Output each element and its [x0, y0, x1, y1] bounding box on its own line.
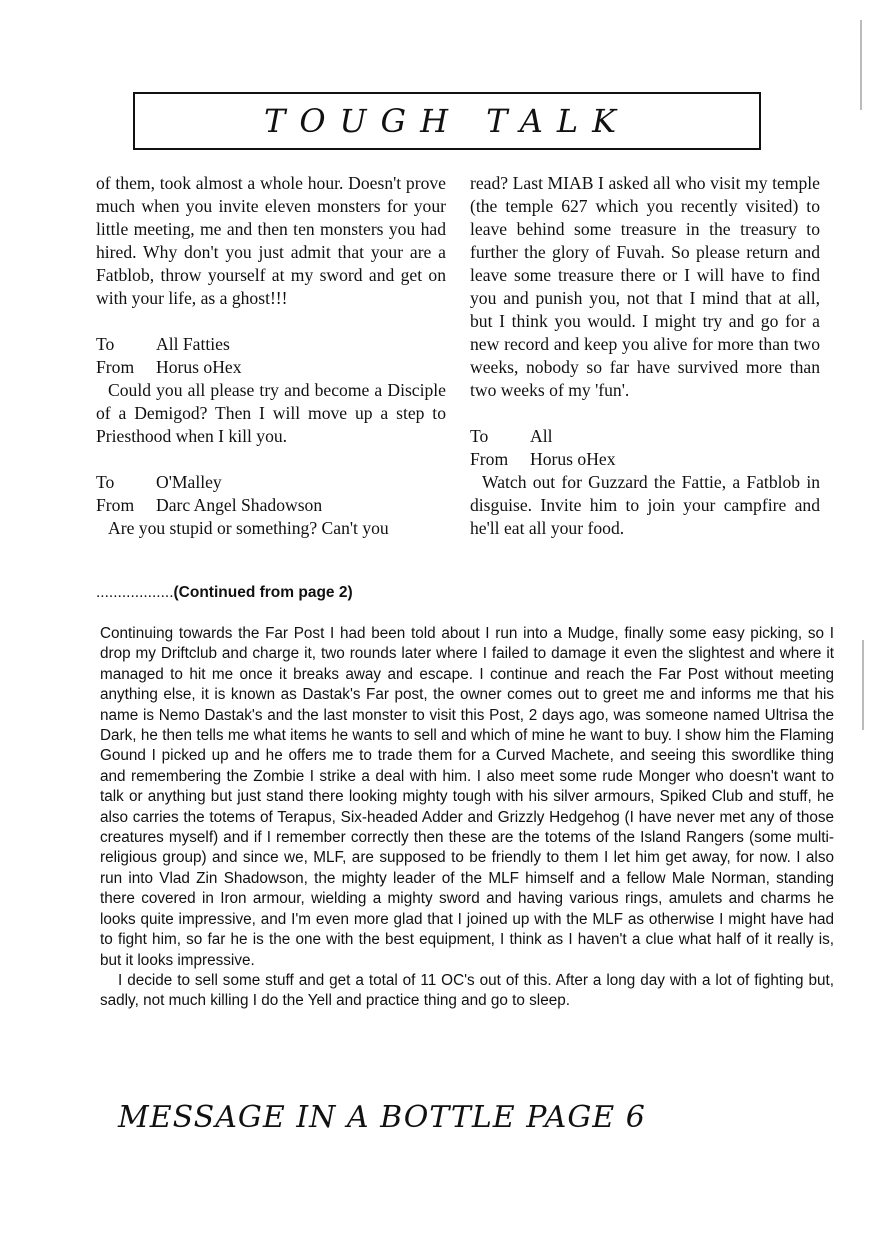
title-box	[133, 92, 761, 150]
story-para-1: Continuing towards the Far Post I had been told about I run into a Mudge, finally some easy picking, so I drop my Driftclub and charge it, two rounds later where I failed to damage it even the slightest and where it managed to hit me once it breaks away and escape. I continue and reach the Far Post without meeting anything else, it is known as Dastak's Far post, the owner comes out to greet me and informs me that his name is Nemo Dastak's and the last monster to visit this Post, 2 days ago, was someone named Ultrisa the Dark, he then tells me what items he wants to sell and which of mine he want to buy. I show him the Flaming Gound I picked up and he offers me to trade them for a Curved Machete, and seeing this swordlike thing and remembering the Zombie I strike a deal with him. I also meet some rude Monger who doesn't want to talk or anything but just stand there looking mighty tough with his silver armours, Spiked Club and stuff, he also carries the totems of Terapus, Six-headed Adder and Grizzly Hedgehog (I have never met any of those creatures myself) and if I remember correctly then these are the totems of the Island Rangers (some multi-religious group) and since we, MLF, are supposed to be friendly to them I let him get away, for now. I also run into Vlad Zin Shadowson, the mighty leader of the MLF himself and a fellow Male Norman, standing there covered in Iron armour, wielding a mighty sword and having various rings, amulets and charms he looks quite impressive, and I'm even more glad that I joined up with the MLF as otherwise I might have had to fight him, so far he is the one with the best equipment, I think as I haven't a clue what half of it really is, but it looks impressive.	[100, 625, 834, 969]
msg4-body: Watch out for Guzzard the Fattie, a Fatblob in disguise. Invite him to join your campfire and he'll eat all your food.	[470, 472, 820, 538]
msg3-to: To O'Malley	[96, 472, 222, 492]
footer-page-label: MESSAGE IN A BOTTLE PAGE 6	[118, 1100, 646, 1135]
continued-text: (Continued from page 2)	[173, 584, 353, 601]
continued-dots: ..................	[96, 584, 174, 601]
msg2-body: Could you all please try and become a Disciple of a Demigod? Then I will move up a step to Priesthood when I kill you.	[96, 380, 446, 446]
continued-label	[96, 584, 353, 602]
right-column	[470, 172, 820, 540]
msg2-to: To All Fatties	[96, 334, 230, 354]
left-column	[96, 172, 446, 540]
left-para-1: of them, took almost a whole hour. Doesn't prove much when you invite eleven monsters for your little meeting, me and then ten monsters you had hired. Why don't you just admit that your are a Fatblob, throw yourself at my sword and get on with your life, as a ghost!!!	[96, 173, 446, 308]
msg3-from: From Darc Angel Shadowson	[96, 495, 323, 515]
story-para-2: I decide to sell some stuff and get a total of 11 OC's out of this. After a long day with a lot of fighting but, sadly, not much killing I do the Yell and practice thing and go to sleep.	[100, 971, 834, 1010]
story-text	[100, 624, 834, 1012]
scan-edge-mark	[860, 20, 862, 110]
right-para-1: read? Last MIAB I asked all who visit my temple (the temple 627 which you recently visited) to leave behind some treasure in the treasury to further the glory of Fuvah. So please return and leave some treasure there or I will have to find you and punish you, not that I mind that at all, but I think you would. I might try and go for a new record and keep you alive for more than two weeks, nobody so far have survived more than two weeks of my 'fun'.	[470, 173, 820, 400]
msg4-from: From Horus oHex	[470, 449, 616, 469]
msg2-from: From Horus oHex	[96, 357, 242, 377]
msg4-to: To All	[470, 426, 553, 446]
scan-edge-mark	[862, 640, 864, 730]
msg3-body: Are you stupid or something? Can't you	[108, 518, 389, 538]
page-title: TOUGH TALK	[263, 102, 631, 140]
